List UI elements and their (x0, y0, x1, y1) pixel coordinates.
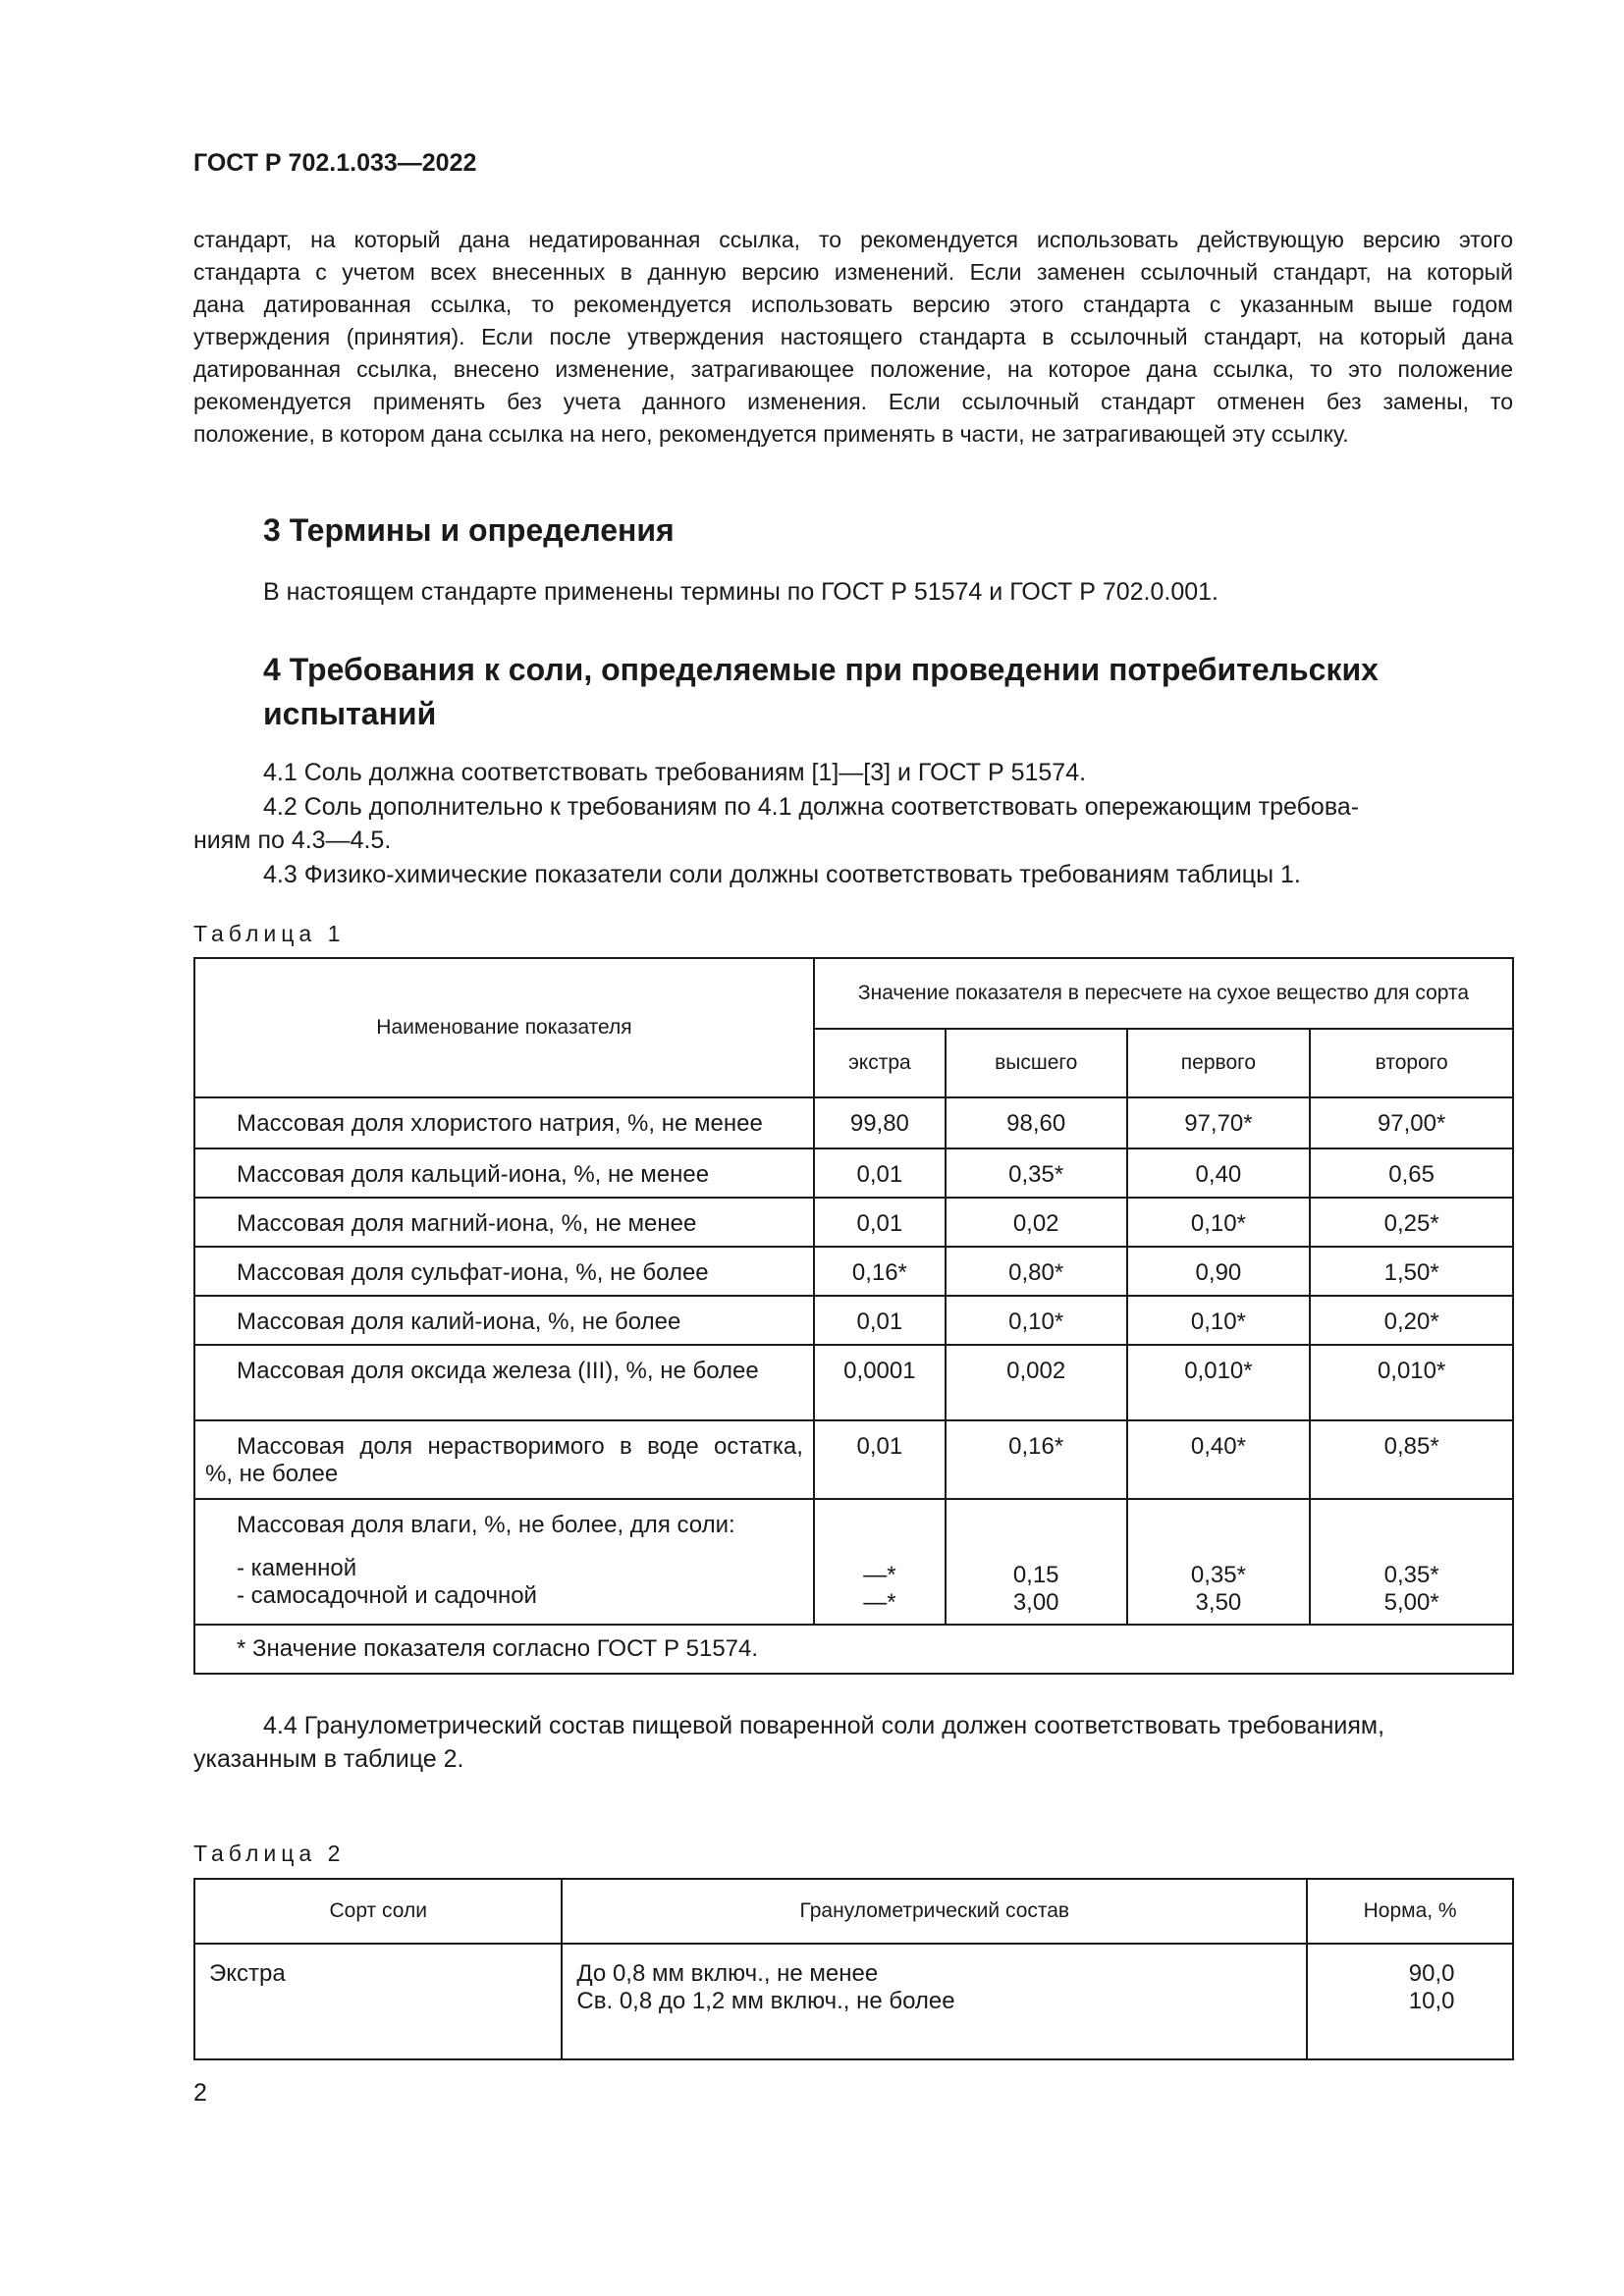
cell-value: 0,002 (946, 1345, 1127, 1420)
composition-cell (562, 1944, 1307, 2059)
table-row (194, 1198, 1513, 1247)
row-name: Массовая доля калий-иона, %, не более (194, 1296, 814, 1345)
clause-4-1: 4.1 Соль должна соответствовать требованиям [1]—[3] и ГОСТ Р 51574. (263, 759, 1087, 786)
cell-value: 0,02 (946, 1198, 1127, 1247)
row-name: Массовая доля магний-иона, %, не менее (194, 1198, 814, 1247)
section4-title-line1: 4 Требования к соли, определяемые при проведении потребительских (263, 652, 1379, 687)
cell-value: 0,0001 (814, 1345, 946, 1420)
clause-4-2-line1: 4.2 Соль дополнительно к требованиям по 4.1 должна соответствовать опережающим требова- (263, 793, 1360, 821)
row-name: Массовая доля сульфат-иона, %, не более (194, 1247, 814, 1296)
table-row (194, 1097, 1513, 1148)
cell-value-line: —* (863, 1562, 896, 1588)
cell-value: 0,010* (1127, 1345, 1311, 1420)
cell-value: 0,40* (1127, 1420, 1311, 1499)
table-1 (193, 957, 1514, 1675)
table2-header: Сорт соли (194, 1879, 562, 1944)
grade-cell: Экстра (194, 1944, 562, 2059)
moisture-sub: - самосадочной и садочной (237, 1582, 537, 1609)
cell-value-line: 3,00 (1012, 1589, 1059, 1616)
cell-value: 0,10* (1127, 1296, 1311, 1345)
table-2 (193, 1878, 1514, 2060)
clause-4-4-line2: указанным в таблице 2. (193, 1745, 464, 1773)
intro-paragraph (193, 224, 1513, 451)
intro-line: рекомендуется применять без учета данного изменения. Если ссылочный стандарт отменен без замены, то (193, 389, 1513, 414)
row-name-line: Массовая доля нерастворимого в воде остатка, (237, 1433, 803, 1460)
clause-4-3: 4.3 Физико-химические показатели соли должны соответствовать требованиям таблицы 1. (263, 861, 1301, 888)
table1-caption: Таблица 1 (193, 921, 346, 946)
table-row (194, 1148, 1513, 1198)
page-number: 2 (193, 2079, 207, 2107)
norm-line: 10,0 (1408, 1988, 1455, 2014)
moisture-title: Массовая доля влаги, %, не более, для соли: (237, 1512, 735, 1538)
row-name: Массовая доля оксида железа (III), %, не более (194, 1345, 814, 1420)
composition-line: До 0,8 мм включ., не менее (576, 1960, 879, 1987)
cell-value: 0,85* (1310, 1420, 1513, 1499)
cell-value-line: 5,00* (1383, 1589, 1439, 1616)
cell-value: 97,70* (1127, 1097, 1311, 1148)
cell-value: 0,16* (814, 1247, 946, 1296)
table1-header-grade: первого (1127, 1029, 1311, 1097)
intro-line: стандарт, на который дана недатированная ссылка, то рекомендуется использовать действующую версию этого (193, 227, 1513, 252)
intro-line: утверждения (принятия). Если после утверждения настоящего стандарта в ссылочный стандарт, на который дана (193, 324, 1513, 349)
table2-header: Норма, % (1307, 1879, 1513, 1944)
table-row (194, 1345, 1513, 1420)
table1-header-grade: высшего (946, 1029, 1127, 1097)
cell-value (946, 1499, 1127, 1625)
table1-header-name: Наименование показателя (194, 958, 814, 1097)
table-row (194, 1247, 1513, 1296)
cell-value (814, 1499, 946, 1625)
cell-value: 0,35* (946, 1148, 1127, 1198)
row-name-line: %, не более (205, 1461, 339, 1487)
cell-value: 0,01 (814, 1296, 946, 1345)
cell-value (1310, 1499, 1513, 1625)
table1-header-group: Значение показателя в пересчете на сухое вещество для сорта (814, 958, 1513, 1029)
cell-value: 0,10* (1127, 1198, 1311, 1247)
table-row (194, 1420, 1513, 1499)
intro-line: стандарта с учетом всех внесенных в данную версию изменений. Если заменен ссылочный стандарт, на который (193, 259, 1513, 285)
cell-value: 0,010* (1310, 1345, 1513, 1420)
table1-header-grade: экстра (814, 1029, 946, 1097)
norm-line: 90,0 (1408, 1960, 1455, 1987)
table-row (194, 1944, 1513, 2059)
cell-value-line: 0,15 (1012, 1562, 1059, 1588)
section4-title-line2: испытаний (263, 696, 437, 731)
cell-value-line: 0,35* (1383, 1562, 1439, 1588)
cell-value: 0,80* (946, 1247, 1127, 1296)
cell-value: 99,80 (814, 1097, 946, 1148)
row-name: Массовая доля хлористого натрия, %, не менее (194, 1097, 814, 1148)
composition-line: Св. 0,8 до 1,2 мм включ., не более (576, 1988, 955, 2014)
cell-value: 0,90 (1127, 1247, 1311, 1296)
cell-value: 0,25* (1310, 1198, 1513, 1247)
table1-header-grade: второго (1310, 1029, 1513, 1097)
table2-header: Гранулометрический состав (562, 1879, 1307, 1944)
intro-line: дана датированная ссылка, то рекомендуется использовать версию этого стандарта с указанным выше годом (193, 292, 1513, 317)
table-footnote-row (194, 1625, 1513, 1674)
row-name (194, 1499, 814, 1625)
intro-line: датированная ссылка, внесено изменение, затрагивающее положение, на которое дана ссылка, то это положение (193, 356, 1513, 382)
cell-value: 0,01 (814, 1198, 946, 1247)
moisture-sub: - каменной (237, 1555, 357, 1581)
cell-value: 0,65 (1310, 1148, 1513, 1198)
cell-value-line: 0,35* (1190, 1562, 1246, 1588)
cell-value: 0,01 (814, 1420, 946, 1499)
cell-value-line: —* (863, 1589, 896, 1616)
row-name: Массовая доля кальций-иона, %, не менее (194, 1148, 814, 1198)
document-header: ГОСТ Р 702.1.033—2022 (193, 149, 477, 177)
section3-title: 3 Термины и определения (263, 512, 675, 548)
cell-value: 0,01 (814, 1148, 946, 1198)
cell-value: 0,16* (946, 1420, 1127, 1499)
row-name (194, 1420, 814, 1499)
cell-value: 98,60 (946, 1097, 1127, 1148)
norm-cell (1307, 1944, 1513, 2059)
cell-value: 0,20* (1310, 1296, 1513, 1345)
cell-value-line: 3,50 (1195, 1589, 1242, 1616)
cell-value: 97,00* (1310, 1097, 1513, 1148)
cell-value: 1,50* (1310, 1247, 1513, 1296)
cell-value: 0,10* (946, 1296, 1127, 1345)
table2-caption: Таблица 2 (193, 1841, 346, 1866)
table-row (194, 1296, 1513, 1345)
cell-value: 0,40 (1127, 1148, 1311, 1198)
clause-4-4-line1: 4.4 Гранулометрический состав пищевой поваренной соли должен соответствовать требованиям, (263, 1712, 1385, 1739)
table-row-moisture (194, 1499, 1513, 1625)
table1-footnote: * Значение показателя согласно ГОСТ Р 51574. (194, 1625, 1513, 1674)
intro-line: положение, в котором дана ссылка на него, рекомендуется применять в части, не затрагивающей эту ссылку. (193, 421, 1349, 447)
clause-4-2-line2: ниям по 4.3—4.5. (193, 827, 392, 854)
cell-value (1127, 1499, 1311, 1625)
section3-text: В настоящем стандарте применены термины по ГОСТ Р 51574 и ГОСТ Р 702.0.001. (263, 578, 1218, 606)
